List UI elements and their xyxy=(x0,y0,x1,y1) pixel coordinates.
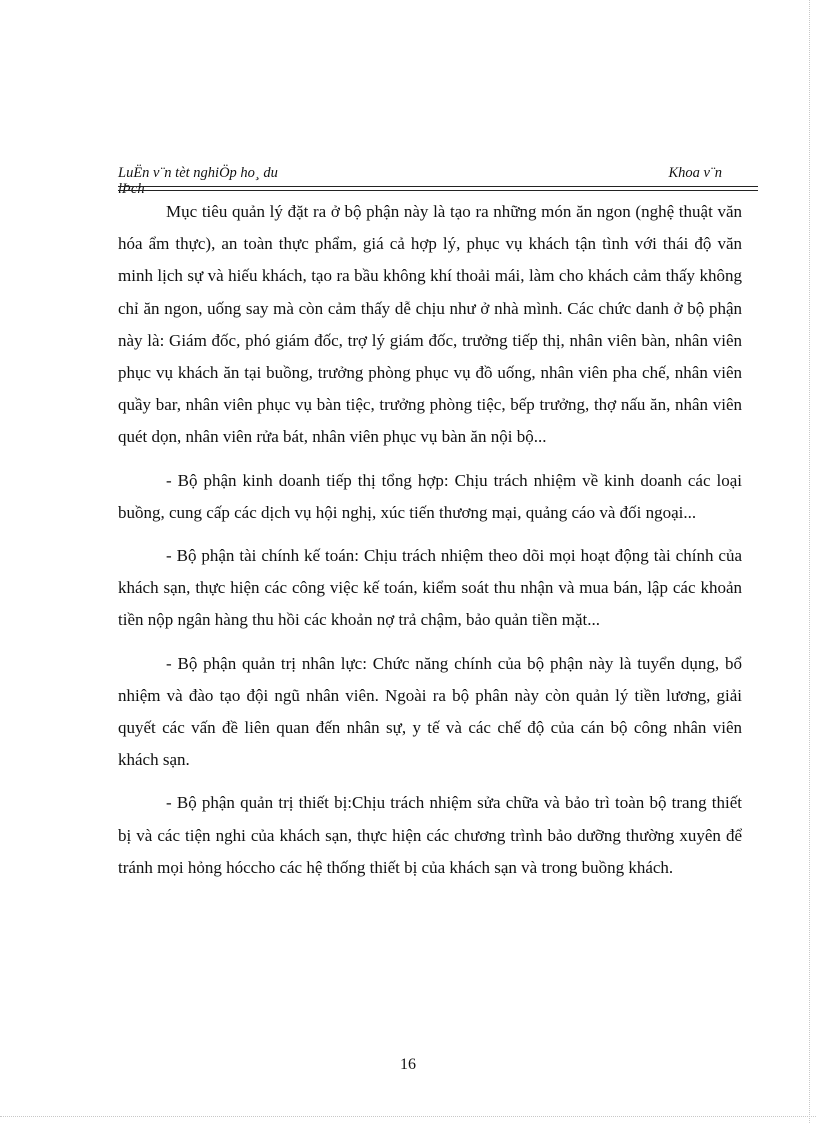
page-edge-right xyxy=(809,0,810,1123)
paragraph-sales-marketing: - Bộ phận kinh doanh tiếp thị tổng hợp: Chịu trách nhiệm về kinh doanh các loại buồng, cung cấp các dịch vụ hội nghị, xúc tiến thương mại, quảng cáo và đối ngoại... xyxy=(118,470,742,522)
header-left-text: LuËn v¨n tèt nghiÖp ho¸ du lÞch xyxy=(118,165,278,197)
paragraph-engineering: - Bộ phận quản trị thiết bị:Chịu trách nhiệm sửa chữa và bảo trì toàn bộ trang thiết bị và các tiện nghi của khách sạn, thực hiện các chương trình bảo dưỡng thường xuyên để tránh mọi hỏng hóccho các hệ thống thiết bị của khách sạn và trong buồng khách. xyxy=(118,793,742,877)
header-rule-top xyxy=(118,186,758,187)
header-rule-bottom xyxy=(118,190,758,191)
page-edge-bottom xyxy=(0,1116,816,1117)
body-text xyxy=(118,196,742,895)
running-header xyxy=(118,165,758,197)
page-number: 16 xyxy=(400,1056,416,1073)
header-right-text: Khoa v¨n xyxy=(668,165,722,181)
paragraph-finance-accounting: - Bộ phận tài chính kế toán: Chịu trách nhiệm theo dõi mọi hoạt động tài chính của khách sạn, thực hiện các công việc kế toán, kiểm soát thu nhận và mua bán, lập các khoản tiền nộp ngân hàng thu hồi các khoản nợ trả chậm, bảo quản tiền mặt... xyxy=(118,546,742,630)
paragraph-human-resources: - Bộ phận quản trị nhân lực: Chức năng chính của bộ phận này là tuyển dụng, bổ nhiệm và đào tạo đội ngũ nhân viên. Ngoài ra bộ phân này còn quản lý tiền lương, giải quyết các vấn đề liên quan đến nhân sự, y tế và các chế độ của cán bộ công nhân viên khách sạn. xyxy=(118,653,742,770)
paragraph-food-beverage: Mục tiêu quản lý đặt ra ở bộ phận này là tạo ra những món ăn ngon (nghệ thuật văn hóa ẩm thực), an toàn thực phẩm, giá cả hợp lý, phục vụ khách tận tình với thái độ văn minh lịch sự và hiếu khách, tạo ra bầu không khí thoải mái, làm cho khách cảm thấy không chỉ ăn ngon, uống say mà còn cảm thấy dễ chịu như ở nhà mình. Các chức danh ở bộ phận này là: Giám đốc, phó giám đốc, trợ lý giám đốc, trưởng tiếp thị, nhân viên bàn, nhân viên phục vụ khách ăn tại buồng, trưởng phòng phục vụ đồ uống, nhân viên pha chế, nhân viên quầy bar, nhân viên phục vụ bàn tiệc, trưởng phòng tiệc, bếp trưởng, thợ nấu ăn, nhân viên quét dọn, nhân viên rửa bát, nhân viên phục vụ bàn ăn nội bộ... xyxy=(118,202,742,447)
